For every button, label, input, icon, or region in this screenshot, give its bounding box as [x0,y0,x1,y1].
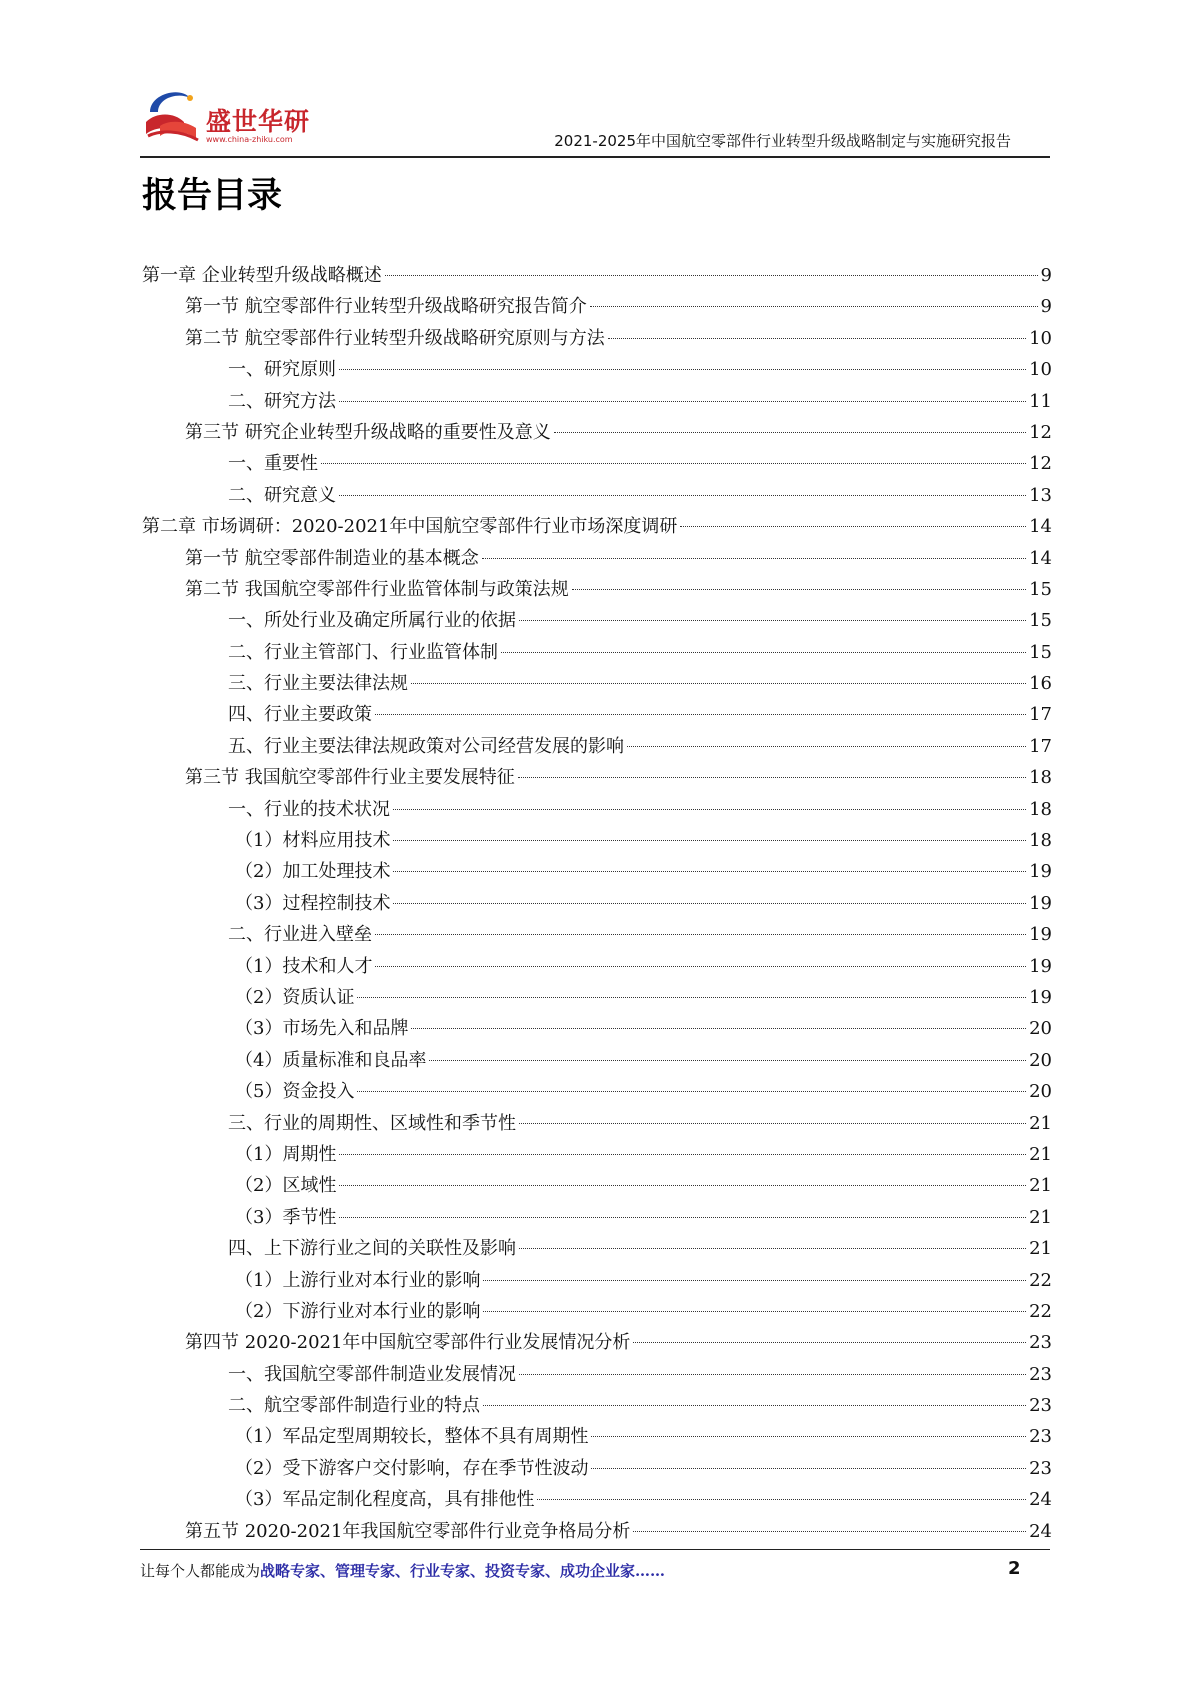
footer-slogan [140,1560,665,1581]
toc-entry-page: 22 [1029,1300,1052,1322]
toc-entry-page: 20 [1029,1018,1052,1040]
toc-entry[interactable] [142,1518,1052,1549]
toc-entry-label: 第五节 2020-2021年我国航空零部件行业竞争格局分析 [185,1520,631,1542]
toc-entry-page: 18 [1029,798,1052,820]
toc-entry[interactable] [142,1172,1052,1203]
toc-leader-dots [339,495,1026,496]
toc-entry-label: 第一节 航空零部件行业转型升级战略研究报告简介 [185,296,587,318]
page-number: 2 [1008,1558,1021,1579]
toc-entry-label: （2）下游行业对本行业的影响 [235,1300,481,1322]
toc-entry-page: 23 [1029,1363,1052,1385]
toc-entry-page: 17 [1029,735,1052,757]
toc-entry[interactable] [142,1423,1052,1454]
toc-entry-page: 10 [1029,327,1052,349]
toc-entry[interactable] [142,670,1052,701]
toc-entry[interactable] [142,639,1052,670]
toc-leader-dots [519,620,1026,621]
toc-entry-page: 23 [1029,1395,1052,1417]
report-title: 2021-2025年中国航空零部件行业转型升级战略制定与实施研究报告 [554,132,1011,150]
toc-entry-page: 15 [1029,610,1052,632]
toc-leader-dots [519,1374,1026,1375]
toc-entry[interactable] [142,701,1052,732]
toc-leader-dots [357,997,1026,998]
toc-entry-page: 14 [1029,547,1052,569]
toc-entry[interactable] [142,325,1052,356]
toc-entry[interactable] [142,890,1052,921]
toc-leader-dots [627,746,1026,747]
toc-entry-label: 第三节 我国航空零部件行业主要发展特征 [185,767,515,789]
toc-entry-label: 第二章 市场调研：2020-2021年中国航空零部件行业市场深度调研 [142,516,678,538]
company-logo [140,82,320,148]
toc-entry-page: 22 [1029,1269,1052,1291]
toc-leader-dots [518,777,1026,778]
toc-entry-label: （4）质量标准和良品率 [235,1049,427,1071]
toc-leader-dots [339,1185,1026,1186]
toc-entry-label: （2）区域性 [235,1175,337,1197]
toc-leader-dots [411,683,1026,684]
toc-entry-page: 19 [1029,861,1052,883]
toc-leader-dots [590,306,1038,307]
toc-entry-label: （3）市场先入和品牌 [235,1018,409,1040]
toc-leader-dots [483,1405,1026,1406]
toc-leader-dots [591,1468,1026,1469]
toc-entry-label: 第三节 研究企业转型升级战略的重要性及意义 [185,421,551,443]
toc-entry[interactable] [142,356,1052,387]
toc-entry[interactable] [142,1015,1052,1046]
toc-entry-page: 24 [1029,1489,1052,1511]
toc-entry[interactable] [142,1047,1052,1078]
toc-entry-label: （3）过程控制技术 [235,892,391,914]
toc-leader-dots [608,338,1026,339]
toc-entry[interactable] [142,388,1052,419]
toc-entry[interactable] [142,953,1052,984]
toc-entry-label: （2）受下游客户交付影响，存在季节性波动 [235,1457,589,1479]
toc-entry[interactable] [142,733,1052,764]
toc-leader-dots [554,432,1026,433]
toc-entry-page: 14 [1029,516,1052,538]
toc-entry-page: 19 [1029,986,1052,1008]
toc-entry[interactable] [142,1361,1052,1392]
toc-entry-page: 19 [1029,892,1052,914]
toc-entry-label: 一、研究原则 [228,359,336,381]
toc-entry-page: 23 [1029,1426,1052,1448]
toc-entry-label: 二、研究方法 [228,390,336,412]
toc-leader-dots [519,1248,1026,1249]
toc-leader-dots [483,1280,1026,1281]
toc-leader-dots [680,526,1026,527]
footer-divider [140,1549,1050,1550]
toc-entry[interactable] [142,796,1052,827]
toc-entry-label: 三、行业主要法律法规 [228,673,408,695]
toc-entry[interactable] [142,513,1052,544]
toc-entry-page: 18 [1029,830,1052,852]
toc-leader-dots [375,966,1026,967]
toc-leader-dots [375,934,1026,935]
toc-entry[interactable] [142,1329,1052,1360]
logo-emblem-icon [140,82,204,148]
toc-entry-label: 第一章 企业转型升级战略概述 [142,265,382,286]
toc-entry-page: 24 [1029,1520,1052,1542]
toc-entry[interactable] [142,921,1052,952]
toc-leader-dots [339,1217,1026,1218]
toc-entry-label: 二、行业进入壁垒 [228,924,372,946]
toc-entry[interactable] [142,262,1052,293]
toc-leader-dots [537,1499,1026,1500]
toc-leader-dots [591,1436,1026,1437]
toc-entry-page: 21 [1029,1206,1052,1228]
toc-entry[interactable] [142,858,1052,889]
toc-entry[interactable] [142,419,1052,450]
toc-leader-dots [393,903,1026,904]
toc-entry-label: 四、上下游行业之间的关联性及影响 [228,1238,516,1260]
slogan-emphasis: 战略专家、管理专家、行业专家、投资专家、成功企业家…… [260,1562,666,1580]
toc-leader-dots [411,1028,1026,1029]
toc-entry-page: 16 [1029,673,1052,695]
toc-leader-dots [385,275,1038,276]
toc-entry[interactable] [142,1110,1052,1141]
toc-entry-page: 21 [1029,1143,1052,1165]
toc-entry-page: 21 [1029,1238,1052,1260]
toc-entry[interactable] [142,450,1052,481]
toc-entry[interactable] [142,1141,1052,1172]
logo-url: www.china-zhiku.com [206,135,293,144]
toc-entry[interactable] [142,1235,1052,1266]
toc-entry-label: （1）材料应用技术 [235,830,391,852]
toc-leader-dots [375,714,1026,715]
toc-leader-dots [393,809,1026,810]
toc-entry-label: 第一节 航空零部件制造业的基本概念 [185,547,479,569]
toc-leader-dots [633,1342,1026,1343]
toc-entry-label: （1）周期性 [235,1143,337,1165]
toc-entry[interactable] [142,1078,1052,1109]
toc-entry[interactable] [142,1204,1052,1235]
toc-entry[interactable] [142,293,1052,324]
toc-leader-dots [393,871,1026,872]
toc-entry-label: 三、行业的周期性、区域性和季节性 [228,1112,516,1134]
toc-entry[interactable] [142,1455,1052,1486]
toc-entry-page: 23 [1029,1457,1052,1479]
toc-entry[interactable] [142,482,1052,513]
toc-leader-dots [339,1154,1026,1155]
toc-entry-page: 20 [1029,1049,1052,1071]
toc-entry[interactable] [142,1298,1052,1329]
toc-entry-label: （3）季节性 [235,1206,337,1228]
toc-entry-page: 21 [1029,1112,1052,1134]
toc-entry-label: 五、行业主要法律法规政策对公司经营发展的影响 [228,735,624,757]
toc-entry-label: 第二节 我国航空零部件行业监管体制与政策法规 [185,578,569,600]
toc-entry-page: 9 [1040,296,1052,318]
toc-entry-page: 23 [1029,1332,1052,1354]
toc-entry[interactable] [142,576,1052,607]
toc-entry-label: 二、研究意义 [228,484,336,506]
toc-entry-label: （2）资质认证 [235,986,355,1008]
toc-entry[interactable] [142,984,1052,1015]
toc-entry-page: 17 [1029,704,1052,726]
slogan-prefix: 让每个人都能成为 [140,1562,261,1580]
table-of-contents [142,262,1052,1549]
toc-entry[interactable] [142,1267,1052,1298]
toc-entry[interactable] [142,1392,1052,1423]
toc-entry[interactable] [142,827,1052,858]
toc-entry-label: 第四节 2020-2021年中国航空零部件行业发展情况分析 [185,1332,631,1354]
toc-entry-page: 12 [1029,421,1052,443]
toc-leader-dots [339,369,1026,370]
header-divider [140,156,1050,158]
toc-entry-page: 15 [1029,578,1052,600]
toc-entry-label: 第二节 航空零部件行业转型升级战略研究原则与方法 [185,327,605,349]
toc-leader-dots [483,1311,1026,1312]
toc-entry[interactable] [142,1486,1052,1517]
toc-leader-dots [519,1123,1026,1124]
toc-leader-dots [572,589,1026,590]
toc-entry-page: 9 [1040,265,1052,286]
toc-entry-label: 二、行业主管部门、行业监管体制 [228,641,498,663]
toc-entry[interactable] [142,545,1052,576]
toc-leader-dots [321,463,1026,464]
toc-leader-dots [357,1091,1026,1092]
toc-entry-label: （2）加工处理技术 [235,861,391,883]
toc-entry-label: 一、所处行业及确定所属行业的依据 [228,610,516,632]
toc-entry-label: （1）军品定型周期较长，整体不具有周期性 [235,1426,589,1448]
toc-entry-label: 一、重要性 [228,453,318,475]
logo-text: 盛世华研 [206,107,311,136]
toc-entry-label: 一、我国航空零部件制造业发展情况 [228,1363,516,1385]
toc-leader-dots [501,652,1026,653]
toc-entry-page: 19 [1029,955,1052,977]
toc-entry-label: （1）上游行业对本行业的影响 [235,1269,481,1291]
toc-entry-page: 19 [1029,924,1052,946]
toc-leader-dots [339,401,1026,402]
toc-entry-page: 10 [1029,359,1052,381]
toc-leader-dots [482,558,1026,559]
toc-entry-page: 18 [1029,767,1052,789]
toc-leader-dots [429,1060,1026,1061]
toc-leader-dots [393,840,1026,841]
toc-heading: 报告目录 [142,176,283,216]
toc-entry-label: （1）技术和人才 [235,955,373,977]
toc-entry-page: 12 [1029,453,1052,475]
toc-entry-page: 13 [1029,484,1052,506]
toc-entry[interactable] [142,764,1052,795]
toc-entry-page: 15 [1029,641,1052,663]
toc-entry-page: 11 [1029,390,1052,412]
toc-entry-label: 二、航空零部件制造行业的特点 [228,1395,480,1417]
toc-leader-dots [633,1531,1026,1532]
toc-entry-label: 四、行业主要政策 [228,704,372,726]
toc-entry[interactable] [142,607,1052,638]
toc-entry-label: 一、行业的技术状况 [228,798,390,820]
toc-entry-label: （3）军品定制化程度高，具有排他性 [235,1489,535,1511]
toc-entry-page: 20 [1029,1081,1052,1103]
toc-entry-page: 21 [1029,1175,1052,1197]
toc-entry-label: （5）资金投入 [235,1081,355,1103]
